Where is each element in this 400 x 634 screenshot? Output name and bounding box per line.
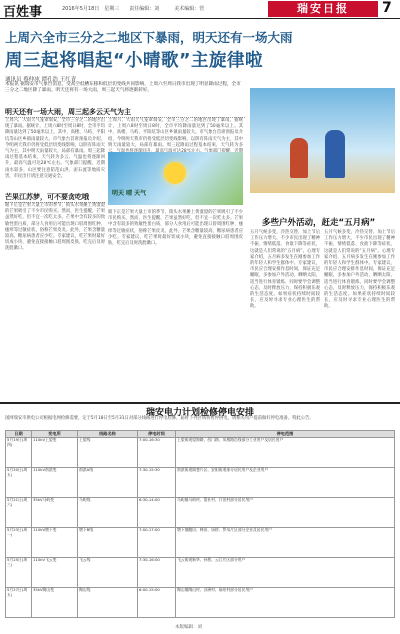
table-cell: 6:30-14:00 xyxy=(138,497,176,527)
table-cell: 上望街道望海路、西门路、凤凰路沿线部分工业用户及居民用户 xyxy=(176,437,395,467)
table-cell: 飞云街道新华、孙桥、云江片区部分用户 xyxy=(176,557,395,587)
page-header xyxy=(0,0,400,19)
table-cell: 110kV上望变 xyxy=(32,437,78,467)
article-may: 五月气候多变，冷热交替，加上节后工作压力增大，不少市民出现了精神不振、情绪低落、食欲下降等症状，这就是人们常说的“五月病”。心理专家介绍，五月病多发生在刚参加工作的年轻人和学生群体中。专家建议，市民应合理安排作息时间，保证充足睡眠，多参加户外活动，晒晒太阳，适当进行体育锻炼，同时要学会调整心态，及时释放压力，保持积极乐观的生活态度。如果症状持续时间较长，应及时寻求专业心理医生的帮助。 xyxy=(250,230,320,310)
byline: 通讯员 蔡仲冰 谭孔浩 王红青 xyxy=(5,77,77,83)
table-cell: 马屿镇马屿村、篁社村、汀田村部分居民用户 xyxy=(176,497,395,527)
article-mango-cont: 眼下正是芒果大量上市的季节，街头水果摊上黄澄澄的芒果吸引了不少市民购买。然而，医生提醒，芒果虽然好吃，但不宜一次吃太多。芒果中含有较多的致敏性蛋白质，部分人食用后可能出现口唇周围红肿、瘙痒等过敏症状，俗称芒果皮炎。此外，芒果含糖量较高，糖尿病患者应少吃。专家建议，吃芒果时最好切成小块，避免直接接触口唇周围皮肤，吃完后及时洗脸漱口。 xyxy=(108,210,243,247)
table-cell: 7:30-16:00 xyxy=(138,557,176,587)
section-title-weather: 明天还有一场大雨，周三起多云天气为主 xyxy=(5,107,245,118)
date-line: 2016年5月18日 星期三 责任编辑：刘 美术编辑：管 xyxy=(62,6,210,12)
table-row xyxy=(6,587,395,617)
sun-graphic xyxy=(164,162,186,184)
photo-caption: 明天 晴 天气 xyxy=(112,190,147,197)
table-cell: 飞云线 xyxy=(78,557,138,587)
article-weather: 上周六，大雨天气笼罩瑞安，全市三分之二的地区出现了暴雨。据统计，上周六8时至周日8时，全市平均降雨量达到了50毫米以上。其中，高楼、马屿、平阳坑等山区乡镇雨量较大。市气象台首席预报员介绍，今明两天我市仍将受低层切变线影响，以阴有阵雨天气为主，其中明天雨量较大，局部有暴雨。周三起降雨过程基本结束，天气转为多云，气温也将逐渐回升，最高气温可达28℃左右。气象部门提醒，近期雨水较多，山区要注意防范山洪、泥石流等地质灾害，市民出行请注意交通安全。 xyxy=(5,118,105,179)
table-header-row xyxy=(6,431,395,438)
masthead-logo: 瑞安日报 xyxy=(268,1,378,17)
table-cell: 上望线 xyxy=(78,437,138,467)
table-cell: 35kV陶山变 xyxy=(32,587,78,617)
article-weather-cont: 上周六，大雨天气笼罩瑞安，全市三分之二的地区出现了暴雨。据统计，上周六8时至周日8时，全市平均降雨量达到了50毫米以上。其中，高楼、马屿、平阳坑等山区乡镇雨量较大。市气象台首席预报员介绍，今明两天我市仍将受低层切变线影响，以阴有阵雨天气为主，其中明天雨量较大，局部有暴雨。周三起降雨过程基本结束，天气转为多 xyxy=(108,118,243,148)
col-header: 停电时间 xyxy=(138,431,176,438)
article-mango: 眼下正是芒果大量上市的季节，街头水果摊上黄澄澄的芒果吸引了不少市民购买。然而，医生提醒，芒果虽然好吃，但不宜一次吃太多。芒果中含有较多的致敏性蛋白质，部分人食用后可能出现口唇周围红肿、瘙痒等过敏症状，俗称芒果皮炎。此外，芒果含糖量较高，糖尿病患者应少吃。专家建议，吃芒果时最好切成小块，避免直接接触口唇周围皮肤，吃完后及时洗脸漱口。 xyxy=(5,203,105,252)
section-title-may: 多些户外活动，赶走“五月病” xyxy=(262,218,376,228)
col-header: 停电范围 xyxy=(176,431,395,438)
table-cell: 7:00-16:30 xyxy=(138,437,176,467)
table-cell: 南滨A线 xyxy=(78,467,138,497)
headline-top: 上周六全市三分之二地区下暴雨，明天还有一场大雨 xyxy=(5,30,293,45)
section-name: 百姓事 xyxy=(3,5,43,20)
outdoor-photo xyxy=(250,88,395,193)
table-cell: 塘下B线 xyxy=(78,527,138,557)
table-cell: 6:00-15:00 xyxy=(138,587,176,617)
table-cell: 塘下镇鲍田、韩田、场桥、罗凤片区部分企业及居民用户 xyxy=(176,527,395,557)
person-figure xyxy=(290,138,308,178)
col-header: 变电所 xyxy=(32,431,78,438)
col-header: 日期 xyxy=(6,431,32,438)
table-cell: 5月21日(周六) xyxy=(6,497,32,527)
table-cell: 5月23日(周一) xyxy=(6,527,32,557)
editor-note: 本版编辑：刘 xyxy=(175,625,202,630)
weather-photo xyxy=(108,152,243,205)
table-cell: 马屿线 xyxy=(78,497,138,527)
table-cell: 5月27日(周五) xyxy=(6,587,32,617)
table-cell: 陶山线 xyxy=(78,587,138,617)
outage-table xyxy=(5,430,395,618)
section-divider xyxy=(0,402,400,404)
table-row xyxy=(6,557,395,587)
table-cell: 110kV塘下变 xyxy=(32,527,78,557)
headline-main: 周三起将唱起“小晴歌”主旋律啦 xyxy=(5,51,264,71)
col-header: 线路名称 xyxy=(78,431,138,438)
table-row xyxy=(6,437,395,467)
table-cell: 5月25日(周三) xyxy=(6,557,32,587)
person-figure xyxy=(325,130,345,178)
page-number: 7 xyxy=(382,0,392,16)
table-row xyxy=(6,467,395,497)
table-cell: 5月19日(周四) xyxy=(6,437,32,467)
table-row xyxy=(6,527,395,557)
lead-paragraph: 本报讯 据瑞安市气象台消息，受高空低槽东移和低层切变线共同影响，上周六至周日我市出现了明显降雨过程，全市三分之二地区降了暴雨。明天还将有一场大雨，周三起天气将逐渐转好。 xyxy=(5,82,241,94)
table-intro: 国网瑞安市供电公司根据电网检修需要，定于5月18日至5月31日对部分线路进行停电检修，届时下列区域将暂停供电，请相关用户提前做好停电准备。特此公告。 xyxy=(5,416,314,421)
table-cell: 南滨街道阁巷片区、安阳街道部分居民用户及企业用户 xyxy=(176,467,395,497)
table-cell: 5月20日(周五) xyxy=(6,467,32,497)
table-cell: 110kV飞云变 xyxy=(32,557,78,587)
article-may-cont: 五月气候多变，冷热交替，加上节后工作压力增大，不少市民出现了精神不振、情绪低落、食欲下降等症状，这就是人们常说的“五月病”。心理专家介绍，五月病多发生在刚参加工作的年轻人和学生群体中。专家建议，市民应合理安排作息时间，保证充足睡眠，多参加户外活动，晒晒太阳，适当进行体育锻炼，同时要学会调整心态，及时释放压力，保持积极乐观的生活态度。如果症状持续时间较长，应及时寻求专业心理医生的帮助。 xyxy=(324,230,395,310)
table-title: 瑞安电力计划检修停电安排 xyxy=(145,408,254,418)
table-cell: 7:00-17:00 xyxy=(138,527,176,557)
table-cell: 陶山镇陶山村、沙洲村、福泉村部分居民用户 xyxy=(176,587,395,617)
section-title-mango: 芒果江苏梦，可不要贪吃哦 xyxy=(5,192,105,203)
table-cell: 35kV马屿变 xyxy=(32,497,78,527)
table-cell: 110kV南滨变 xyxy=(32,467,78,497)
table-row xyxy=(6,497,395,527)
table-cell: 7:30-15:30 xyxy=(138,467,176,497)
